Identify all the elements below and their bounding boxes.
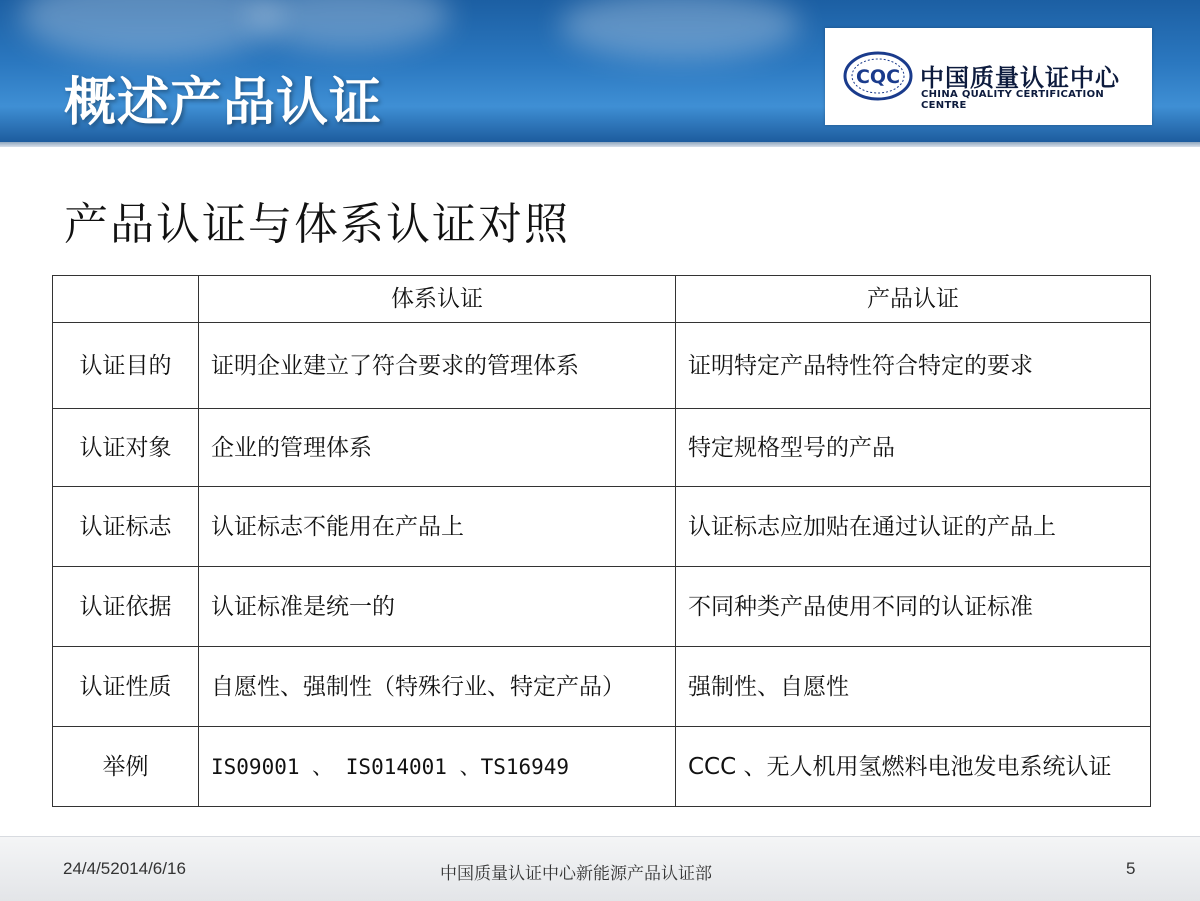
product-cell: 特定规格型号的产品: [676, 409, 1151, 487]
header-divider: [0, 142, 1200, 147]
product-cell: 不同种类产品使用不同的认证标准: [676, 567, 1151, 647]
logo-name-en: CHINA QUALITY CERTIFICATION CENTRE: [921, 89, 1105, 111]
footer-org: 中国质量认证中心新能源产品认证部: [440, 864, 712, 884]
product-cell: CCC 、无人机用氢燃料电池发电系统认证: [676, 727, 1151, 807]
slide-footer: [0, 836, 1200, 901]
row-label: 认证目的: [53, 323, 199, 409]
system-cell: 企业的管理体系: [199, 409, 676, 487]
product-cell: 认证标志应加贴在通过认证的产品上: [676, 487, 1151, 567]
table-row: [53, 409, 1151, 487]
row-label: 举例: [53, 727, 199, 807]
slide-subtitle: 产品认证与体系认证对照: [64, 199, 570, 250]
table-corner-cell: [53, 276, 199, 323]
system-cell: IS09001 、 IS014001 、TS16949: [199, 727, 676, 807]
comparison-table: [52, 275, 1151, 807]
product-cell: 强制性、自愿性: [676, 647, 1151, 727]
row-label: 认证依据: [53, 567, 199, 647]
header-title: 概述产品认证: [64, 73, 383, 133]
header-cloud: [250, 0, 450, 50]
cqc-emblem-icon: [843, 50, 913, 102]
cqc-logo: [825, 28, 1152, 125]
table-row: [53, 567, 1151, 647]
table-header-row: [53, 276, 1151, 323]
table-row: [53, 323, 1151, 409]
product-cell: 证明特定产品特性符合特定的要求: [676, 323, 1151, 409]
row-label: 认证标志: [53, 487, 199, 567]
slide-header: [0, 0, 1200, 142]
system-cell: 自愿性、强制性（特殊行业、特定产品）: [199, 647, 676, 727]
header-cloud: [560, 0, 800, 60]
header-cloud: [20, 0, 280, 60]
cqc-emblem-text: CQC: [855, 66, 901, 88]
column-header-system: 体系认证: [199, 276, 676, 323]
row-label: 认证性质: [53, 647, 199, 727]
footer-date: 24/4/52014/6/16: [63, 859, 186, 878]
table-row: [53, 647, 1151, 727]
system-cell: 证明企业建立了符合要求的管理体系: [199, 323, 676, 409]
table-row: [53, 727, 1151, 807]
row-label: 认证对象: [53, 409, 199, 487]
logo-name-cn: 中国质量认证中心: [920, 64, 1120, 92]
system-cell: 认证标准是统一的: [199, 567, 676, 647]
system-cell: 认证标志不能用在产品上: [199, 487, 676, 567]
page-number: 5: [1126, 859, 1136, 878]
column-header-product: 产品认证: [676, 276, 1151, 323]
table-row: [53, 487, 1151, 567]
